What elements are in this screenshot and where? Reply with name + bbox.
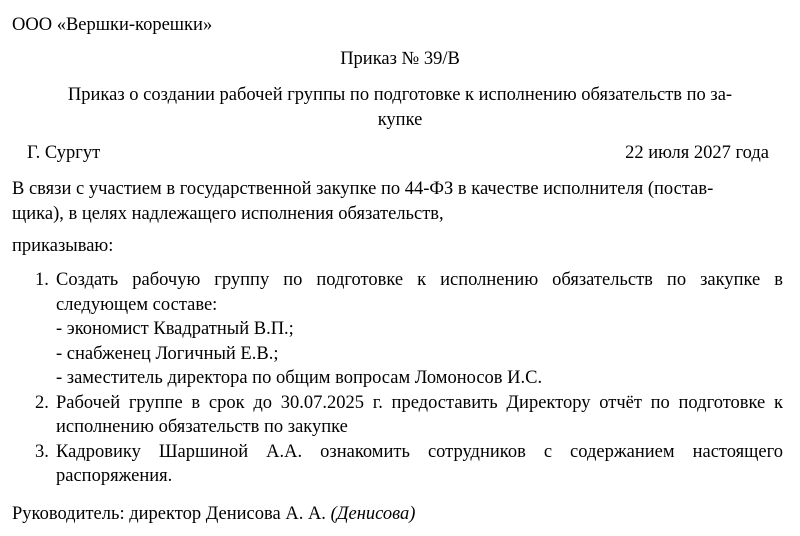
order-preamble: В связи с участием в государственной закупке по 44-ФЗ в качестве исполнителя (постав- щика), в целях надлежащего исполнения обязательств, [12, 179, 714, 224]
order-command: приказываю: [12, 236, 114, 256]
item-text: Кадровику Шаршиной А.А. ознакомить сотрудников с содержанием настоящего распоряжения. [56, 441, 783, 486]
order-number: Приказ № 39/В [340, 49, 460, 69]
group-member: - снабженец Логичный Е.В.; [56, 343, 279, 364]
group-member: - заместитель директора по общим вопросам Ломоносов И.С. [56, 368, 543, 388]
order-items-list [0, 268, 800, 489]
signature-handwritten: (Денисова) [330, 504, 416, 524]
item-text: Создать рабочую группу по подготовке к исполнению обязательств по закупке в следующем составе: [56, 270, 783, 315]
signature-label: Руководитель: директор Денисова А. А. [12, 504, 326, 524]
order-subject: Приказ о создании рабочей группы по подготовке к исполнению обязательств по за- купке [67, 85, 733, 130]
signature-line [12, 502, 415, 526]
item-number: 3. [35, 441, 49, 462]
order-city: Г. Сургут [27, 143, 101, 163]
item-number: 2. [35, 392, 49, 413]
order-item-2 [0, 391, 783, 440]
order-date: 22 июля 2027 года [625, 143, 769, 163]
group-member: - экономист Квадратный В.П.; [56, 319, 294, 339]
order-item-1 [0, 268, 783, 391]
organization-name: ООО «Вершки-корешки» [12, 15, 213, 35]
item-number: 1. [35, 270, 49, 290]
order-item-3 [0, 440, 783, 489]
item-text: Рабочей группе в срок до 30.07.2025 г. предоставить Директору отчёт по подготовке к исполнению обязательств по закупке [56, 392, 783, 437]
